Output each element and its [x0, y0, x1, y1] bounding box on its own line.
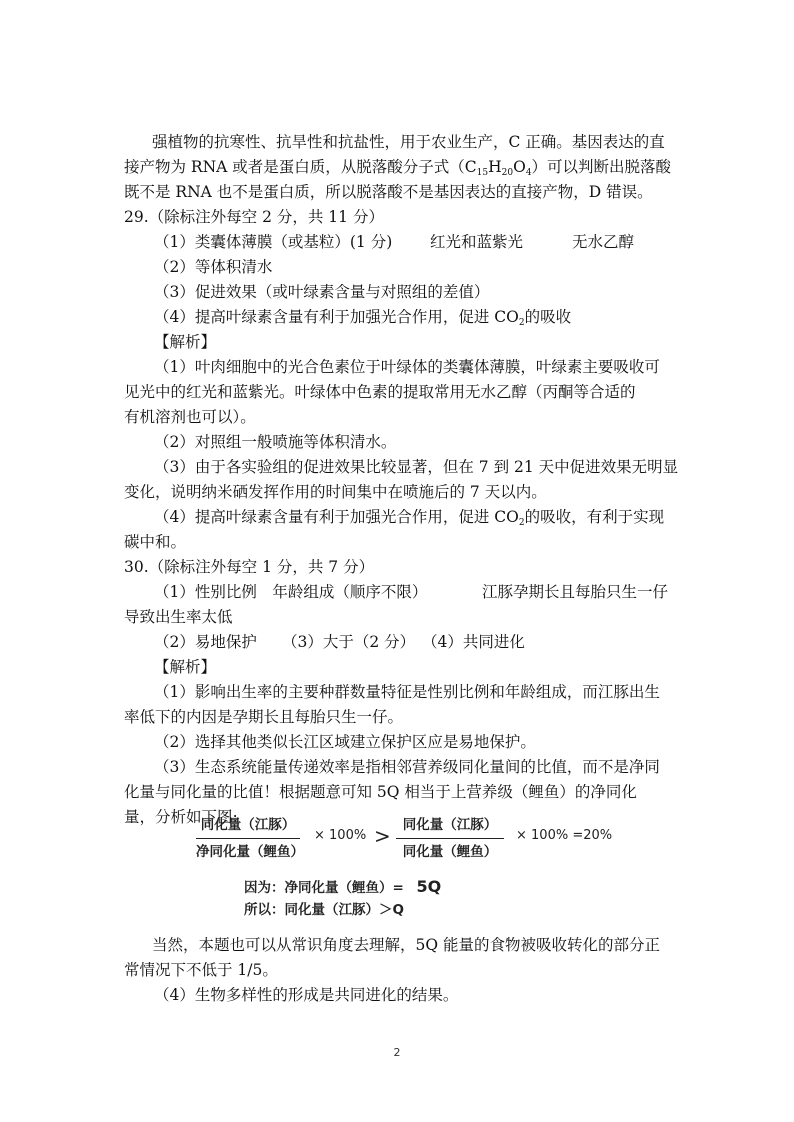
q30-explain-line: 当然，本题也可以从常识角度去理解，5Q 能量的食物被吸收转化的部分正 — [152, 936, 660, 954]
q29-answer-2: （2）等体积清水 — [154, 258, 273, 276]
q30-explain-line: 率低下的内因是孕期长且每胎只生一仔。 — [124, 708, 404, 726]
q29-explain-line: （1）叶肉细胞中的光合色素位于叶绿体的类囊体薄膜，叶绿素主要吸收可 — [154, 358, 660, 376]
q30-answer-2: （2）易地保护 （3）大于（2 分） （4）共同进化 — [154, 633, 525, 651]
greater-than-sign: > — [374, 824, 391, 848]
q29-answer-4: （4）提高叶绿素含量有利于加强光合作用，促进 $CO_2$的吸收 — [154, 308, 572, 328]
q29-explain-line: 有机溶剂也可以）。 — [124, 408, 256, 426]
fraction-right: 同化量（江豚） 同化量（鲤鱼） — [396, 816, 504, 861]
q29-answer-1: （1）类囊体薄膜（或基粒）(1 分) 红光和蓝紫光 无水乙醇 — [154, 233, 635, 251]
q29-explain-line: 变化，说明纳米硒发挥作用的时间集中在喷施后的 7 天以内。 — [124, 483, 547, 501]
formula-because: 因为：净同化量（鲤鱼）= 5Q — [244, 877, 442, 896]
q30-answer-1-cont: 导致出生率太低 — [124, 608, 233, 626]
formula-so: 所以：同化量（江豚）＞Q — [244, 902, 404, 918]
q30-explain-line: （2）选择其他类似长江区域建立保护区应是易地保护。 — [154, 733, 536, 751]
q30-explain-line: （4）生物多样性的形成是共同进化的结果。 — [154, 986, 459, 1004]
q29-explain-line: （4）提高叶绿素含量有利于加强光合作用，促进 $CO_2$的吸收，有利于实现 — [154, 508, 665, 528]
para-line: 既不是 RNA 也不是蛋白质，所以脱落酸不是基因表达的直接产物，D 错误。 — [124, 183, 653, 201]
q29-explain-line: （3）由于各实验组的促进效果比较显著，但在 7 到 21 天中促进效果无明显 — [154, 458, 679, 476]
q29-answer-3: （3）促进效果（或叶绿素含量与对照组的差值） — [154, 283, 490, 301]
q30-explain-line: 化量与同化量的比值！根据题意可知 5Q 相当于上营养级（鲤鱼）的净同化 — [124, 783, 637, 801]
q29-header: 29.（除标注外每空 2 分，共 11 分） — [124, 208, 384, 226]
q29-explain-line: 碳中和。 — [124, 533, 187, 551]
page-number: 2 — [393, 1046, 401, 1059]
q30-explain-line: 量，分析如下图: — [124, 808, 238, 826]
q30-answer-1: （1）性别比例 年龄组成（顺序不限） 江豚孕期长且每胎只生一仔 — [154, 583, 669, 601]
q30-explain-line: （1）影响出生率的主要种群数量特征是性别比例和年龄组成，而江豚出生 — [154, 683, 660, 701]
q30-header: 30.（除标注外每空 1 分，共 7 分） — [124, 558, 375, 576]
q29-explain-line: （2）对照组一般喷施等体积清水。 — [154, 433, 397, 451]
q30-explain-line: （3）生态系统能量传递效率是指相邻营养级同化量间的比值，而不是净同 — [154, 758, 660, 776]
q30-jiexi-heading: 【解析】 — [154, 658, 217, 676]
fraction-left: 同化量（江豚） 净同化量（鲤鱼） — [196, 817, 304, 860]
q29-explain-line: 见光中的红光和蓝紫光。叶绿体中色素的提取常用无水乙醇（丙酮等合适的 — [124, 383, 636, 401]
times-percent-right: × 100% =20% — [516, 828, 613, 843]
efficiency-formula-figure — [196, 812, 636, 920]
q30-explain-line: 常情况下不低于 1/5。 — [124, 961, 278, 979]
times-percent-left: × 100% — [314, 828, 367, 843]
q29-jiexi-heading: 【解析】 — [154, 333, 217, 351]
para-line-formula: 接产物为 RNA 或者是蛋白质，从脱落酸分子式$(C_{15}H_{20}O_4)$可以判断出脱落酸 — [124, 158, 672, 178]
para-line: 强植物的抗寒性、抗旱性和抗盐性，用于农业生产，C 正确。基因表达的直 — [152, 133, 665, 151]
